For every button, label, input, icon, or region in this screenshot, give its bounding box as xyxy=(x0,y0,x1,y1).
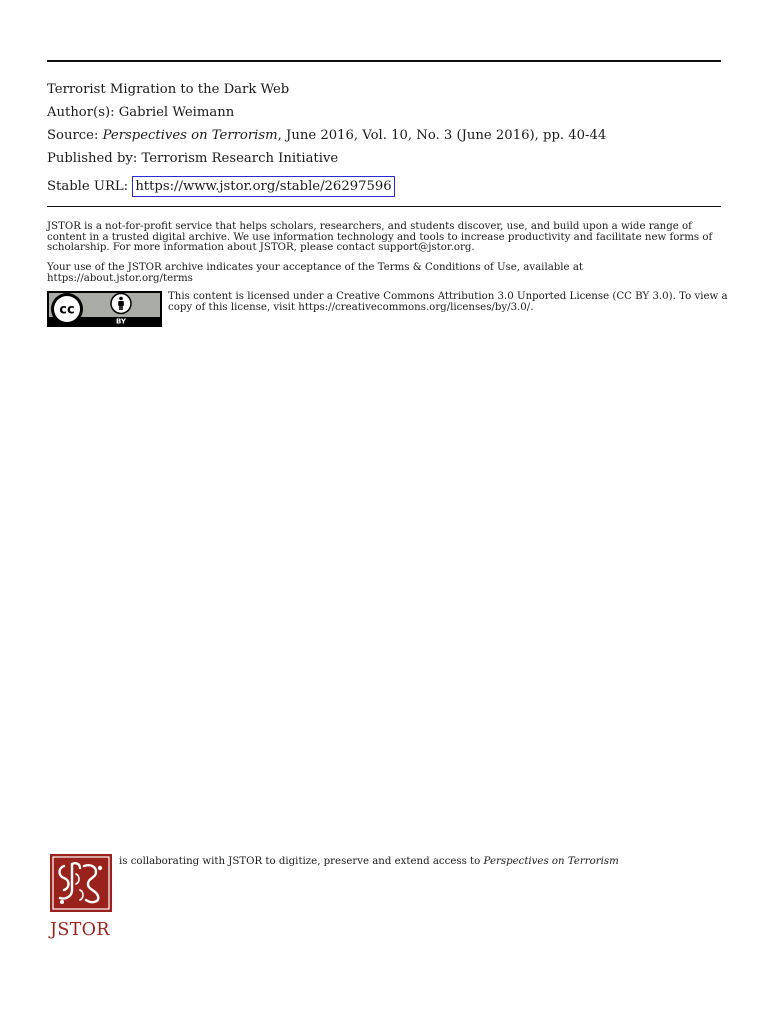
jstor-emblem-icon xyxy=(50,854,112,912)
author-line xyxy=(47,101,727,124)
publisher-line xyxy=(47,147,727,170)
cc-by-license-badge[interactable] xyxy=(47,291,162,327)
article-title: Terrorist Migration to the Dark Web xyxy=(47,82,290,97)
cc-mark-icon: cc xyxy=(59,302,75,318)
author-label: Author(s): xyxy=(47,105,115,120)
publisher-name: Terrorism Research Initiative xyxy=(141,151,339,166)
top-rule xyxy=(47,60,721,62)
citation-block xyxy=(47,78,727,198)
middle-rule xyxy=(47,206,721,207)
cc-by-label: BY xyxy=(115,317,127,326)
collaboration-statement xyxy=(119,856,679,868)
jstor-wordmark: JSTOR xyxy=(50,920,110,940)
source-details: , June 2016, Vol. 10, No. 3 (June 2016), pp. 40-44 xyxy=(277,128,607,143)
jstor-logo xyxy=(50,854,114,938)
license-text: This content is licensed under a Creative Commons Attribution 3.0 Unported License (CC BY 3.0). To view a copy of this license, visit https://creativecommons.org/licenses/by/3.0/. xyxy=(168,291,728,313)
collab-text: is collaborating with JSTOR to digitize, preserve and extend access to xyxy=(119,856,481,867)
stable-url-link[interactable]: https://www.jstor.org/stable/26297596 xyxy=(132,176,394,197)
author-name: Gabriel Weimann xyxy=(118,105,235,120)
publisher-label: Published by: xyxy=(47,151,138,166)
source-label: Source: xyxy=(47,128,99,143)
terms-notice: Your use of the JSTOR archive indicates your acceptance of the Terms & Conditions of Use, available at https://about.jstor.org/terms xyxy=(47,262,583,284)
attribution-person-icon xyxy=(111,294,131,314)
stable-url-label: Stable URL: xyxy=(47,179,129,194)
source-journal: Perspectives on Terrorism xyxy=(102,128,278,143)
collab-journal: Perspectives on Terrorism xyxy=(483,856,619,867)
stable-url-line xyxy=(47,175,727,198)
jstor-about-notice: JSTOR is a not-for-profit service that helps scholars, researchers, and students discover, use, and build upon a wide range of content in a trusted digital archive. We use information technology and tools to increase productivity and facilitate new forms of scholarship. For more information about JSTOR, please contact support@jstor.org. xyxy=(47,221,713,253)
source-line xyxy=(47,124,727,147)
